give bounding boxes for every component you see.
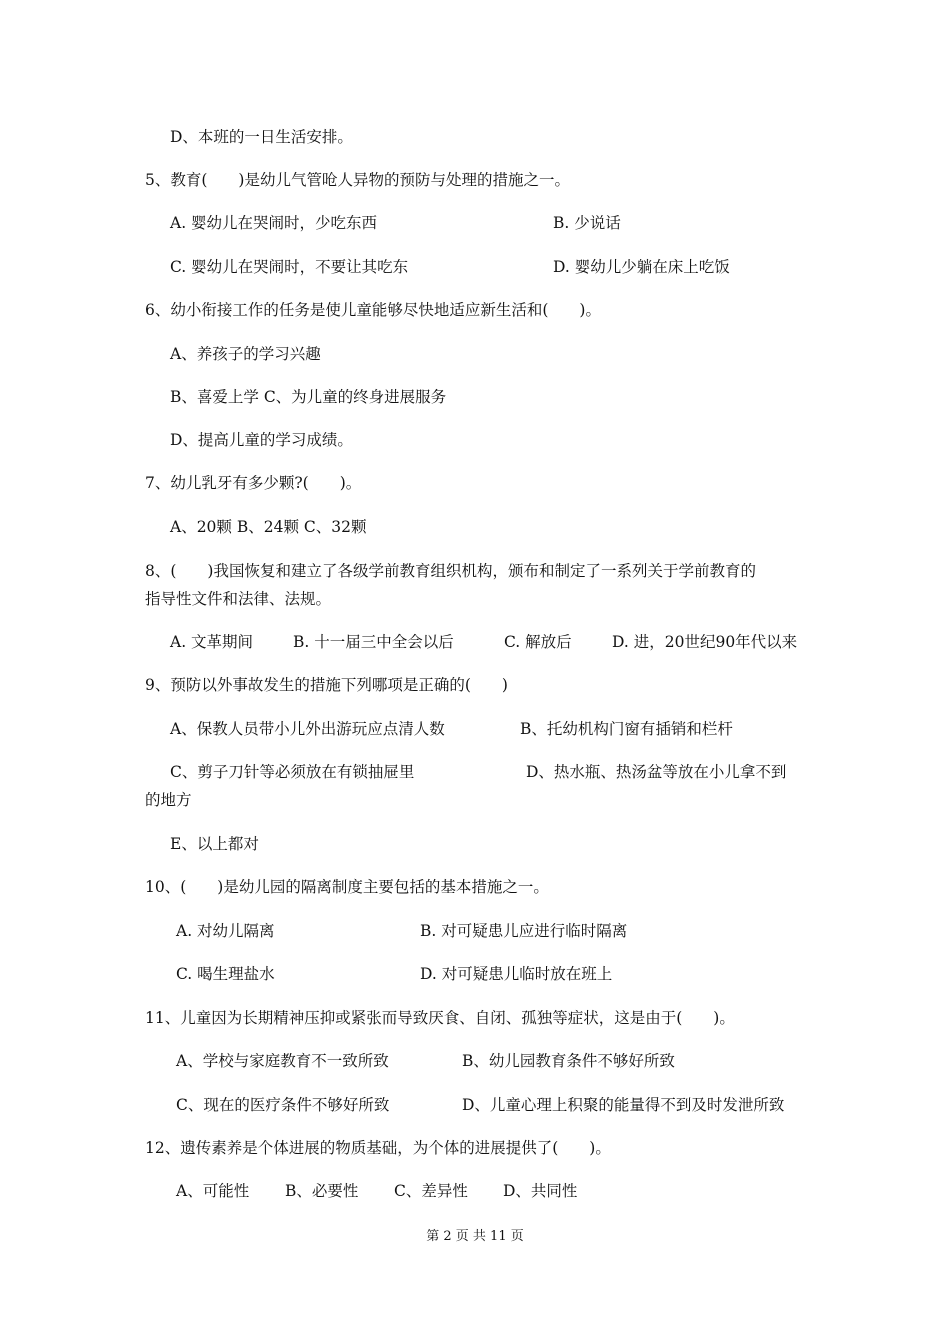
q5-option-a: A. 婴幼儿在哭闹时，少吃东西 bbox=[170, 214, 378, 232]
q5-stem: 5、教育( )是幼儿气管呛人异物的预防与处理的措施之一。 bbox=[145, 171, 570, 189]
q6-stem: 6、幼小衔接工作的任务是使儿童能够尽快地适应新生活和( )。 bbox=[145, 301, 601, 319]
q10-option-c: C. 喝生理盐水 bbox=[176, 965, 275, 983]
q8-stem-line1: 8、( )我国恢复和建立了各级学前教育组织机构，颁布和制定了一系列关于学前教育的 bbox=[145, 562, 756, 580]
q12-option-a: A、可能性 bbox=[176, 1182, 250, 1200]
q12-stem: 12、遗传素养是个体进展的物质基础，为个体的进展提供了( )。 bbox=[145, 1139, 611, 1157]
q5-option-c: C. 婴幼儿在哭闹时，不要让其吃东 bbox=[170, 258, 409, 276]
q11-option-c: C、现在的医疗条件不够好所致 bbox=[176, 1096, 390, 1114]
q10-option-b: B. 对可疑患儿应进行临时隔离 bbox=[420, 922, 628, 940]
q4-option-d: D、本班的一日生活安排。 bbox=[170, 128, 353, 146]
q9-option-b: B、托幼机构门窗有插销和栏杆 bbox=[520, 720, 733, 738]
q12-option-b: B、必要性 bbox=[285, 1182, 359, 1200]
q8-option-a: A. 文革期间 bbox=[170, 633, 254, 651]
q11-option-d: D、儿童心理上积聚的能量得不到及时发泄所致 bbox=[462, 1096, 785, 1114]
q11-stem: 11、儿童因为长期精神压抑或紧张而导致厌食、自闭、孤独等症状，这是由于( )。 bbox=[145, 1009, 735, 1027]
q9-option-c: C、剪子刀针等必须放在有锁抽屉里 bbox=[170, 763, 415, 781]
q12-option-d: D、共同性 bbox=[503, 1182, 578, 1200]
q9-stem: 9、预防以外事故发生的措施下列哪项是正确的( ) bbox=[145, 676, 508, 694]
q10-stem: 10、( )是幼儿园的隔离制度主要包括的基本措施之一。 bbox=[145, 878, 549, 896]
q11-option-a: A、学校与家庭教育不一致所致 bbox=[176, 1052, 389, 1070]
q6-option-a: A、养孩子的学习兴趣 bbox=[170, 345, 321, 363]
q11-option-b: B、幼儿园教育条件不够好所致 bbox=[462, 1052, 675, 1070]
q6-option-bc: B、喜爱上学 C、为儿童的终身进展服务 bbox=[170, 388, 447, 406]
q8-option-b: B. 十一届三中全会以后 bbox=[293, 633, 454, 651]
q9-option-a: A、保教人员带小儿外出游玩应点清人数 bbox=[170, 720, 445, 738]
q5-option-b: B. 少说话 bbox=[553, 214, 621, 232]
q9-option-d-cont: 的地方 bbox=[145, 791, 192, 809]
q5-option-d: D. 婴幼儿少躺在床上吃饭 bbox=[553, 258, 730, 276]
q9-option-d: D、热水瓶、热汤盆等放在小儿拿不到 bbox=[526, 763, 787, 781]
q10-option-d: D. 对可疑患儿临时放在班上 bbox=[420, 965, 613, 983]
q7-options: A、20颗 B、24颗 C、32颗 bbox=[170, 518, 367, 536]
q12-option-c: C、差异性 bbox=[394, 1182, 468, 1200]
q9-option-e: E、以上都对 bbox=[170, 835, 259, 853]
q8-stem-line2: 指导性文件和法律、法规。 bbox=[145, 590, 332, 608]
q8-option-d: D. 进，20世纪90年代以来 bbox=[612, 633, 798, 651]
page-footer: 第 2 页 共 11 页 bbox=[426, 1229, 524, 1244]
q7-stem: 7、幼儿乳牙有多少颗?( )。 bbox=[145, 474, 362, 492]
q10-option-a: A. 对幼儿隔离 bbox=[176, 922, 275, 940]
q6-option-d: D、提高儿童的学习成绩。 bbox=[170, 431, 353, 449]
q8-option-c: C. 解放后 bbox=[504, 633, 572, 651]
